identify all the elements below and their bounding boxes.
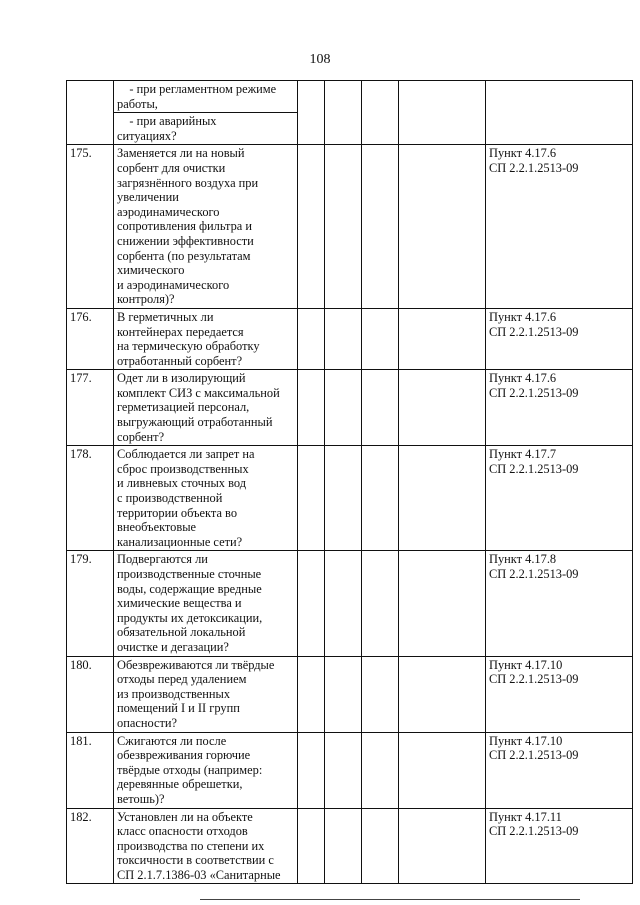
question-line: Установлен ли на объекте — [117, 809, 253, 824]
question-cell — [114, 551, 298, 656]
question-line: сорбента (по результатам — [117, 248, 251, 263]
question-line: сопротивления фильтра и — [117, 219, 253, 234]
table-row — [67, 81, 633, 113]
question-line: производства по степени их — [117, 838, 265, 853]
question-line: герметизацией персонал, — [117, 400, 250, 415]
table-row — [67, 551, 633, 656]
reference-line: СП 2.2.1.2513-09 — [489, 567, 579, 581]
question-line: твёрдые отходы (например: — [117, 762, 263, 777]
question-line: обезвреживания горючие — [117, 748, 251, 763]
reference-line: Пункт 4.17.6 — [489, 371, 557, 386]
table-row — [67, 656, 633, 732]
question-line: токсичности в соответствии с — [117, 853, 274, 868]
reference-line: СП 2.2.1.2513-09 — [489, 385, 579, 400]
table-row — [67, 370, 633, 446]
question-cell — [114, 808, 298, 884]
answer-cell — [399, 551, 486, 656]
answer-cell — [325, 551, 362, 656]
answer-cell — [298, 145, 325, 309]
question-cell — [114, 656, 298, 732]
question-line: сорбент? — [117, 429, 165, 444]
reference-line: Пункт 4.17.6 — [489, 146, 557, 161]
reference-cell — [486, 732, 633, 808]
question-cell — [114, 308, 298, 369]
reference-cell — [486, 145, 633, 309]
answer-cell — [399, 370, 486, 446]
question-cell — [114, 370, 298, 446]
item-number: 182. — [67, 808, 114, 884]
question-line: загрязнённого воздуха при — [117, 175, 259, 190]
question-line: помещений I и II групп — [117, 701, 240, 716]
question-line: контейнерах передается — [117, 324, 244, 339]
table-row — [67, 808, 633, 884]
answer-cell — [399, 308, 486, 369]
question-line: Обезвреживаются ли твёрдые — [117, 657, 275, 672]
question-cell — [114, 446, 298, 551]
answer-cell — [298, 551, 325, 656]
item-number: 180. — [67, 656, 114, 732]
table-row — [67, 446, 633, 551]
reference-cell — [486, 81, 633, 145]
question-cell — [114, 113, 298, 145]
question-line: химические вещества и — [117, 596, 242, 611]
question-line: работы, — [117, 96, 158, 111]
question-line: Одет ли в изолирующий — [117, 371, 246, 386]
question-cell — [114, 81, 298, 113]
reference-line: СП 2.2.1.2513-09 — [489, 461, 579, 476]
question-line: на термическую обработку — [117, 339, 260, 354]
question-line: продукты их детоксикации, — [117, 610, 263, 625]
question-line: аэродинамического — [117, 204, 220, 219]
answer-cell — [325, 808, 362, 884]
question-line: из производственных — [117, 686, 231, 701]
question-line: с производственной — [117, 491, 223, 506]
bottom-edge-line — [200, 899, 580, 900]
answer-cell — [325, 145, 362, 309]
answer-cell — [298, 732, 325, 808]
question-line: В герметичных ли — [117, 309, 214, 324]
reference-line: Пункт 4.17.10 — [489, 657, 563, 672]
answer-cell — [362, 370, 399, 446]
question-line: выгружающий отработанный — [117, 415, 273, 430]
question-line: отходы перед удалением — [117, 672, 247, 687]
answer-cell — [325, 446, 362, 551]
answer-cell — [362, 81, 399, 145]
reference-line: СП 2.2.1.2513-09 — [489, 824, 579, 839]
item-number: 175. — [67, 145, 114, 309]
question-line: комплект СИЗ с максимальной — [117, 385, 280, 400]
table-row — [67, 145, 633, 309]
reference-line: Пункт 4.17.8 — [489, 552, 557, 567]
question-line: увеличении — [117, 190, 179, 205]
item-number: 179. — [67, 551, 114, 656]
question-line: и ливневых сточных вод — [117, 476, 247, 491]
checklist-table — [66, 80, 633, 884]
item-number: 176. — [67, 308, 114, 369]
answer-cell — [362, 446, 399, 551]
reference-line: СП 2.2.1.2513-09 — [489, 160, 579, 175]
question-cell — [114, 145, 298, 309]
answer-cell — [399, 732, 486, 808]
question-line: Заменяется ли на новый — [117, 146, 245, 161]
question-line: ветошь)? — [117, 791, 165, 806]
page-number: 108 — [309, 52, 331, 67]
answer-cell — [298, 656, 325, 732]
question-line: деревянные обрешетки, — [117, 777, 243, 792]
reference-cell — [486, 808, 633, 884]
item-number: 181. — [67, 732, 114, 808]
reference-line: СП 2.2.1.2513-09 — [489, 672, 579, 687]
question-line: производственные сточные — [117, 567, 262, 581]
reference-line: СП 2.2.1.2513-09 — [489, 748, 579, 763]
table-row — [67, 732, 633, 808]
question-line: контроля)? — [117, 292, 175, 307]
answer-cell — [362, 808, 399, 884]
answer-cell — [298, 446, 325, 551]
answer-cell — [325, 81, 362, 145]
table-row — [67, 308, 633, 369]
reference-line: Пункт 4.17.6 — [489, 309, 557, 324]
question-line: отработанный сорбент? — [117, 353, 243, 368]
answer-cell — [298, 308, 325, 369]
question-line: - при регламентном режиме — [117, 82, 277, 96]
answer-cell — [325, 732, 362, 808]
answer-cell — [362, 308, 399, 369]
answer-cell — [399, 656, 486, 732]
question-line: класс опасности отходов — [117, 824, 248, 839]
answer-cell — [399, 145, 486, 309]
question-line: химического — [117, 263, 185, 278]
reference-cell — [486, 370, 633, 446]
item-number — [67, 81, 114, 145]
reference-line: Пункт 4.17.11 — [489, 809, 562, 824]
question-line: воды, содержащие вредные — [117, 581, 262, 596]
answer-cell — [298, 81, 325, 145]
answer-cell — [298, 808, 325, 884]
reference-line: Пункт 4.17.7 — [489, 447, 557, 462]
question-line: ситуациях? — [117, 128, 177, 143]
reference-line: Пункт 4.17.10 — [489, 733, 563, 748]
question-line: Подвергаются ли — [117, 552, 208, 567]
question-cell — [114, 732, 298, 808]
question-line: обязательной локальной — [117, 625, 246, 640]
item-number: 177. — [67, 370, 114, 446]
answer-cell — [399, 446, 486, 551]
question-line: сброс производственных — [117, 461, 249, 476]
question-line: и аэродинамического — [117, 277, 230, 292]
answer-cell — [325, 370, 362, 446]
reference-cell — [486, 551, 633, 656]
question-line: СП 2.1.7.1386-03 «Санитарные — [117, 867, 281, 882]
answer-cell — [325, 656, 362, 732]
checklist-table-body — [67, 81, 633, 884]
reference-cell — [486, 308, 633, 369]
answer-cell — [362, 732, 399, 808]
answer-cell — [298, 370, 325, 446]
answer-cell — [362, 551, 399, 656]
question-line: канализационные сети? — [117, 534, 243, 549]
question-line: - при аварийных — [117, 114, 217, 129]
question-line: сорбент для очистки — [117, 160, 226, 175]
answer-cell — [362, 656, 399, 732]
question-line: внеобъектовые — [117, 520, 197, 535]
answer-cell — [399, 81, 486, 145]
reference-line: СП 2.2.1.2513-09 — [489, 324, 579, 339]
answer-cell — [362, 145, 399, 309]
reference-cell — [486, 656, 633, 732]
item-number: 178. — [67, 446, 114, 551]
question-line: очистке и дегазации? — [117, 639, 229, 654]
question-line: территории объекта во — [117, 505, 238, 520]
question-line: снижении эффективности — [117, 233, 254, 248]
answer-cell — [325, 308, 362, 369]
question-line: Сжигаются ли после — [117, 733, 227, 748]
answer-cell — [399, 808, 486, 884]
question-line: Соблюдается ли запрет на — [117, 447, 255, 462]
question-line: опасности? — [117, 715, 178, 730]
reference-cell — [486, 446, 633, 551]
